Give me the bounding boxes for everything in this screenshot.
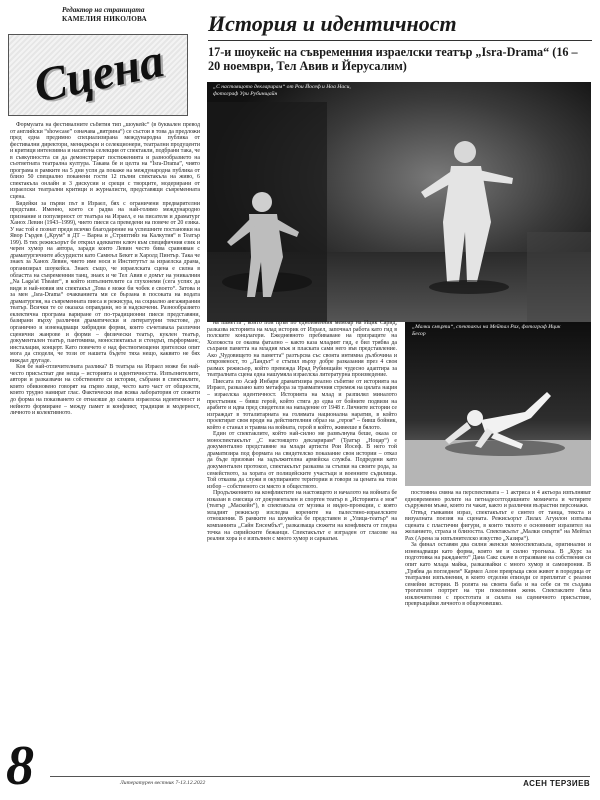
paragraph: на паметта“, който пой пръв по еднoименния мемоар на Ицик Сарид, разказва историята на млад историк от Израел, започнал работа като гид в полските концлагери. Ежедневното пребиваване на призраците на Холокоста се оказва фатално – както каза младият гид, е бил трябва да съхрани паметта на младия мъж и пласката сами него във представление. Ако „Чудовището на паметта“ разтърсва със своята интимна дълбочина и откровеност, то „Ландът“ е стъпил върху добре разказания през 4 своя размах режисьор, който превежда Ирад Рубинщайн чудесно адаптира за театралната сцена една нашумяла израелска литературна произведение. <box>207 320 397 379</box>
editor-name: КАМЕЛИЯ НИКОЛОВА <box>62 15 147 23</box>
article-column-3 <box>405 490 591 770</box>
article-author: АСЕН ТЕРЗИЕВ <box>523 779 590 788</box>
side-photo <box>405 322 591 486</box>
paragraph: Бидейки за първи път в Израел, бях с ограничени предварителни представи. Именно, което се радва на най-голямо международно признание и популярност от театъра на Израел, е на писателя и драматург Ханох Левин (1943–1999), чието пиеси са преведени на повече от 20 езика. У нас той е познат преди всичко благодарение на успешните постановки на Явор Гърдев („Крум“ в ДТ – Варна и „Стриптийз на Калкутия“ в Театър 199). В тях режисьорът бе открил адекватен ключ към специфичния език и черен хумор на автора, заради които Левин често бива сравняван с драматургичните абсурдисти като Самюъл Бекет и Харолд Пинтър. Така че знаех за Ханох Левин, чието име носи и Институтът за израелска драма, организирал шоукейса. Знаех също, че израелската сцена е силна в областта на съвременния танц, знаех и че Тел Авив е домът на уникалния „Na Laga'at Theater“, в който изпълнителите са глухонеми (сега успях да видя и най-новия им спектакъл „Това е може би чобек е своето“. Затова и за мен „Isra-Drama“ очакваниета ми се бързана в посоката на водата драматургия, на съвременната пиеса и режисура, на социално ангажирания театър. Всички те се оказаха оправдани, но и надскочени. Разнообразието еклектична програма вариране от по-традиционни пиеси представяни, базирани върху различни драматически и литературни текстове, до органично и изненадващи хибридни форми, които съчетаваха различни сценични жанрове и форми – физически театър, куклен театър, документален театър, пантомима, моноспектакъл и стендъп, пърформанс, инсталация, концерт. Като повечето е над фестиогмощени зрителски опит мога да споделя, че този от нашета бъдете тяха нещо, каквито не бях виждал другаде. <box>10 200 200 364</box>
side-photo-image <box>405 322 591 486</box>
paragraph: Пиесата по Асаф Инбари драматизира реално събитие от историята на Израел, разказано като метафора за травматичния стремеж на цялата нация – израелска идентичност. Историята на млад и разпилял миналото престъпник – бивш герой, който стига до едва от бойните подвизи на арабите и идва пред свидетели на нападение от 1948 г. Личните истории се изграждат в тоталитарната на голямата национална наратив, в който проектират своя вроди на действителния образ на „героя“ – бивш бойник, който е станал и травма на войната, герой в който, живееше в бялото. <box>207 378 397 431</box>
article-column-1 <box>10 122 200 772</box>
main-photo-image <box>207 82 591 322</box>
editor-label-text: Редактор на страницата <box>62 6 145 14</box>
article-headline: История и идентичност <box>208 11 457 36</box>
main-photo-caption: „С настоящото декларирам“ от Рои Йосеф и Ноа Наси, фотограф Ури Рубинщайн <box>213 84 351 97</box>
footer-divider <box>50 776 590 777</box>
paragraph: За финал оставям два силни женски моноспектакъла, оригинални и изненадващи като форма, които ме и силно трогнаха. В „Курс за подготовка на раждането“ Дана Сакс скаче в отразяване на собствения си опит като млада майка, разказвайки с много хумор и самоирония. В „Трябва да погледнем“ Кармел Алон превръща своя живот в поредица от театрални изпълнения, в които отделни епизоди се преплитат с реални семейни истории. В ролята на своята баба и на себе си тя създава трогателен портрет на три поколения жени. Спектаклите бяха изключителни с простотата и силата на сценичното присъствие, превръщайки личното в общочовешко. <box>405 542 591 608</box>
paragraph: Формулата на фестивалните събития тип „шоукейс“ (в буквален превод от английски “showcase” означава „витрина“) се състои в това да предложи пред една предимно специализирана международна публика от фестивални директори, мениджъри и селекционери, театрални продуценти и критици интензивна и наситена селекция от спектакли, подбрани така, че в съвкупността си да демонстрират постиженията и разнообразието на съответната театрална култура. Такава бе и целта на “Isra-Drama”, чиято програма в рамките на 5 дни успя да покаже на международна публика от близо 50 специално поканени гости 12 пълни спектакъла на живо, 6 спектакъла онлайн и 3 дискусии и срещи с творците, модерирани от израелски театрални критици и журналисти, представящи съвременната сцена. <box>10 122 200 201</box>
article-subhead: 17-и шоукейс на съвременния израелски театър „Isra-Drama“ (16 – 20 ноември, Тел Авив и Йерусалим) <box>208 45 578 73</box>
paragraph: Продължението на конфликтите на настоящето и началото на войната бе изказан в смесица от документален и спортен театър в „Историята е моя“ (театър „Маскейн“), в спектакъла от музика и видео-проекции, с която младият режисьор изследва корените на палестино-израелските отношения. В рамките на шоукейса бе представен и „Улица-театър“ на компанията „Сайн Енсембъл“, разказваща сюжети на конфликта от гледна точка на сирийските бежанци. Спектакълът е изграден от гласове на реални хора и е изпълнен с много хумор и сарказъм. <box>207 490 397 543</box>
publication-info: Литературен вестник 7-13.12.2022 <box>120 780 206 786</box>
headline-divider <box>208 40 592 41</box>
paragraph: Коя бе най-отличителната разлика? В театъра на Израел може би най-често присъстват две неща – историята и идентичността. Изпълнителите, автори и разказвачи на собствените си истории, събрани в спектаклите, които обикновено говорят на първо лице, често като част от общности, които трудно намират глас. Фактически във всяка лаборатория от сюжети до форма на показването се отнасяше до самата израелска идентичност и нейното формиране – между памет и конфликт, традиция и модерност, личното и колективното. <box>10 364 200 417</box>
main-photo <box>207 82 591 322</box>
article-column-2 <box>207 320 397 770</box>
side-photo-caption: „Малки смърти“, спектакъл на Мейтал Рах, фотограф Ицик Бесор <box>412 324 561 337</box>
paragraph: Един от спектаклите, който най-силно ме развълнува беше, оказа се моноспектакълът „С настоящото декларирам“ (Театър „Ноцар“) е документално представяне на млади артисти Рои Йосеф. В него той драматизира под формата на свидетелско показание своя истории – отказ да бъде призован на задължителна армейска служба. Подредени като документален протокол, спектакълът разказва за стъпки на своите рода, за семейството, за хората от полицейските участъци и военните съдилища. Той отказва да служи в окупираните територии и говори за цената на този избор – собственото си място в обществото. <box>207 431 397 490</box>
paragraph: Отвъд гъвкавия израз, спектакълът е синтез от танца, текста и визуалната поезия на сцената. Режисьорът Лилах Агуилон изпълва сцената с пластични фигури, в които тялото е основният изразител на желанието, страха и близостта. Спектакълът „Малки смърти“ на Мейтал Рах (Арена за изпълнителско изкуство „Хазира“). <box>405 509 591 542</box>
paragraph: постоянна смяна на перспективата – 1 актриса и 4 актьора изпълняват едновременно ролите на петнадесетгодишните момичета и четирите съдружени мъже, които ги чакат, както и различни възрастни персонажи. <box>405 490 591 510</box>
section-title: Сцена <box>29 34 169 114</box>
page-number: 8 <box>6 735 34 797</box>
